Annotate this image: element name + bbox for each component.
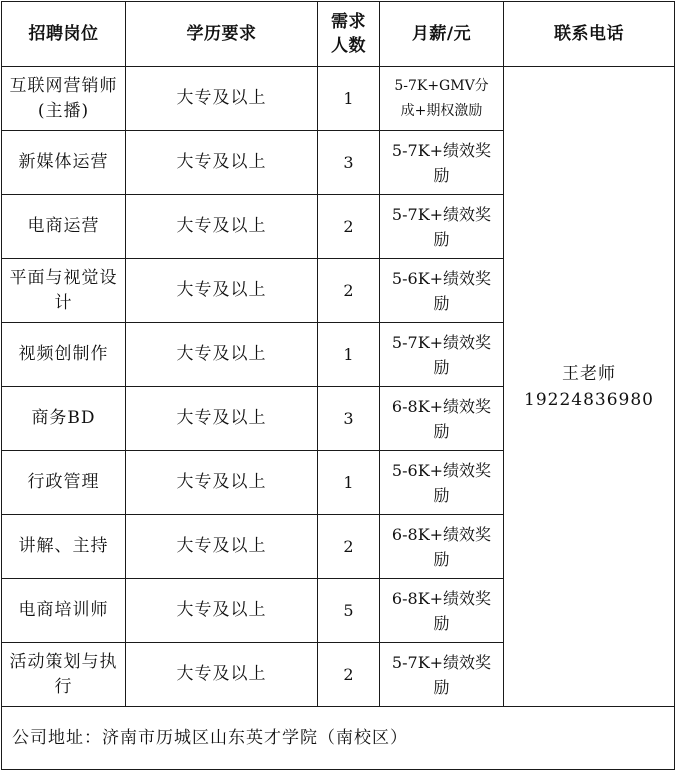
headcount: 2: [318, 195, 380, 259]
address-row: [2, 707, 675, 770]
headcount: 5: [318, 579, 380, 643]
headcount: 2: [318, 643, 380, 707]
contact-phone: 19224836980: [524, 389, 654, 410]
headcount: 3: [318, 131, 380, 195]
table-row: [2, 67, 675, 131]
job-position: 新媒体运营: [2, 131, 126, 195]
education-requirement: 大专及以上: [126, 195, 318, 259]
headcount: 1: [318, 451, 380, 515]
headcount: 2: [318, 515, 380, 579]
table-header-row: [2, 2, 675, 67]
monthly-salary: 5-7K+绩效奖励: [380, 195, 504, 259]
job-position: 视频创制作: [2, 323, 126, 387]
education-requirement: 大专及以上: [126, 259, 318, 323]
monthly-salary: 5-7K+GMV分成+期权激励: [380, 67, 504, 131]
education-requirement: 大专及以上: [126, 131, 318, 195]
monthly-salary: 5-7K+绩效奖励: [380, 643, 504, 707]
monthly-salary: 5-6K+绩效奖励: [380, 259, 504, 323]
education-requirement: 大专及以上: [126, 387, 318, 451]
headcount: 3: [318, 387, 380, 451]
recruitment-table: [1, 1, 675, 770]
contact-cell: [504, 67, 675, 707]
header-contact: 联系电话: [504, 2, 675, 67]
header-salary: 月薪/元: [380, 2, 504, 67]
job-position: 商务BD: [2, 387, 126, 451]
job-position: 讲解、主持: [2, 515, 126, 579]
company-address: 公司地址：济南市历城区山东英才学院（南校区）: [2, 707, 675, 770]
headcount: 1: [318, 323, 380, 387]
education-requirement: 大专及以上: [126, 515, 318, 579]
job-position: 活动策划与执行: [2, 643, 126, 707]
job-position: 互联网营销师(主播): [2, 67, 126, 131]
header-count: 需求人数: [318, 2, 380, 67]
monthly-salary: 5-7K+绩效奖励: [380, 131, 504, 195]
monthly-salary: 6-8K+绩效奖励: [380, 515, 504, 579]
education-requirement: 大专及以上: [126, 643, 318, 707]
headcount: 1: [318, 67, 380, 131]
monthly-salary: 5-7K+绩效奖励: [380, 323, 504, 387]
job-position: 行政管理: [2, 451, 126, 515]
education-requirement: 大专及以上: [126, 579, 318, 643]
contact-name: 王老师: [562, 363, 616, 384]
header-education: 学历要求: [126, 2, 318, 67]
education-requirement: 大专及以上: [126, 67, 318, 131]
job-position: 平面与视觉设计: [2, 259, 126, 323]
monthly-salary: 6-8K+绩效奖励: [380, 387, 504, 451]
job-position: 电商培训师: [2, 579, 126, 643]
education-requirement: 大专及以上: [126, 451, 318, 515]
job-position: 电商运营: [2, 195, 126, 259]
headcount: 2: [318, 259, 380, 323]
monthly-salary: 6-8K+绩效奖励: [380, 579, 504, 643]
education-requirement: 大专及以上: [126, 323, 318, 387]
monthly-salary: 5-6K+绩效奖励: [380, 451, 504, 515]
header-position: 招聘岗位: [2, 2, 126, 67]
